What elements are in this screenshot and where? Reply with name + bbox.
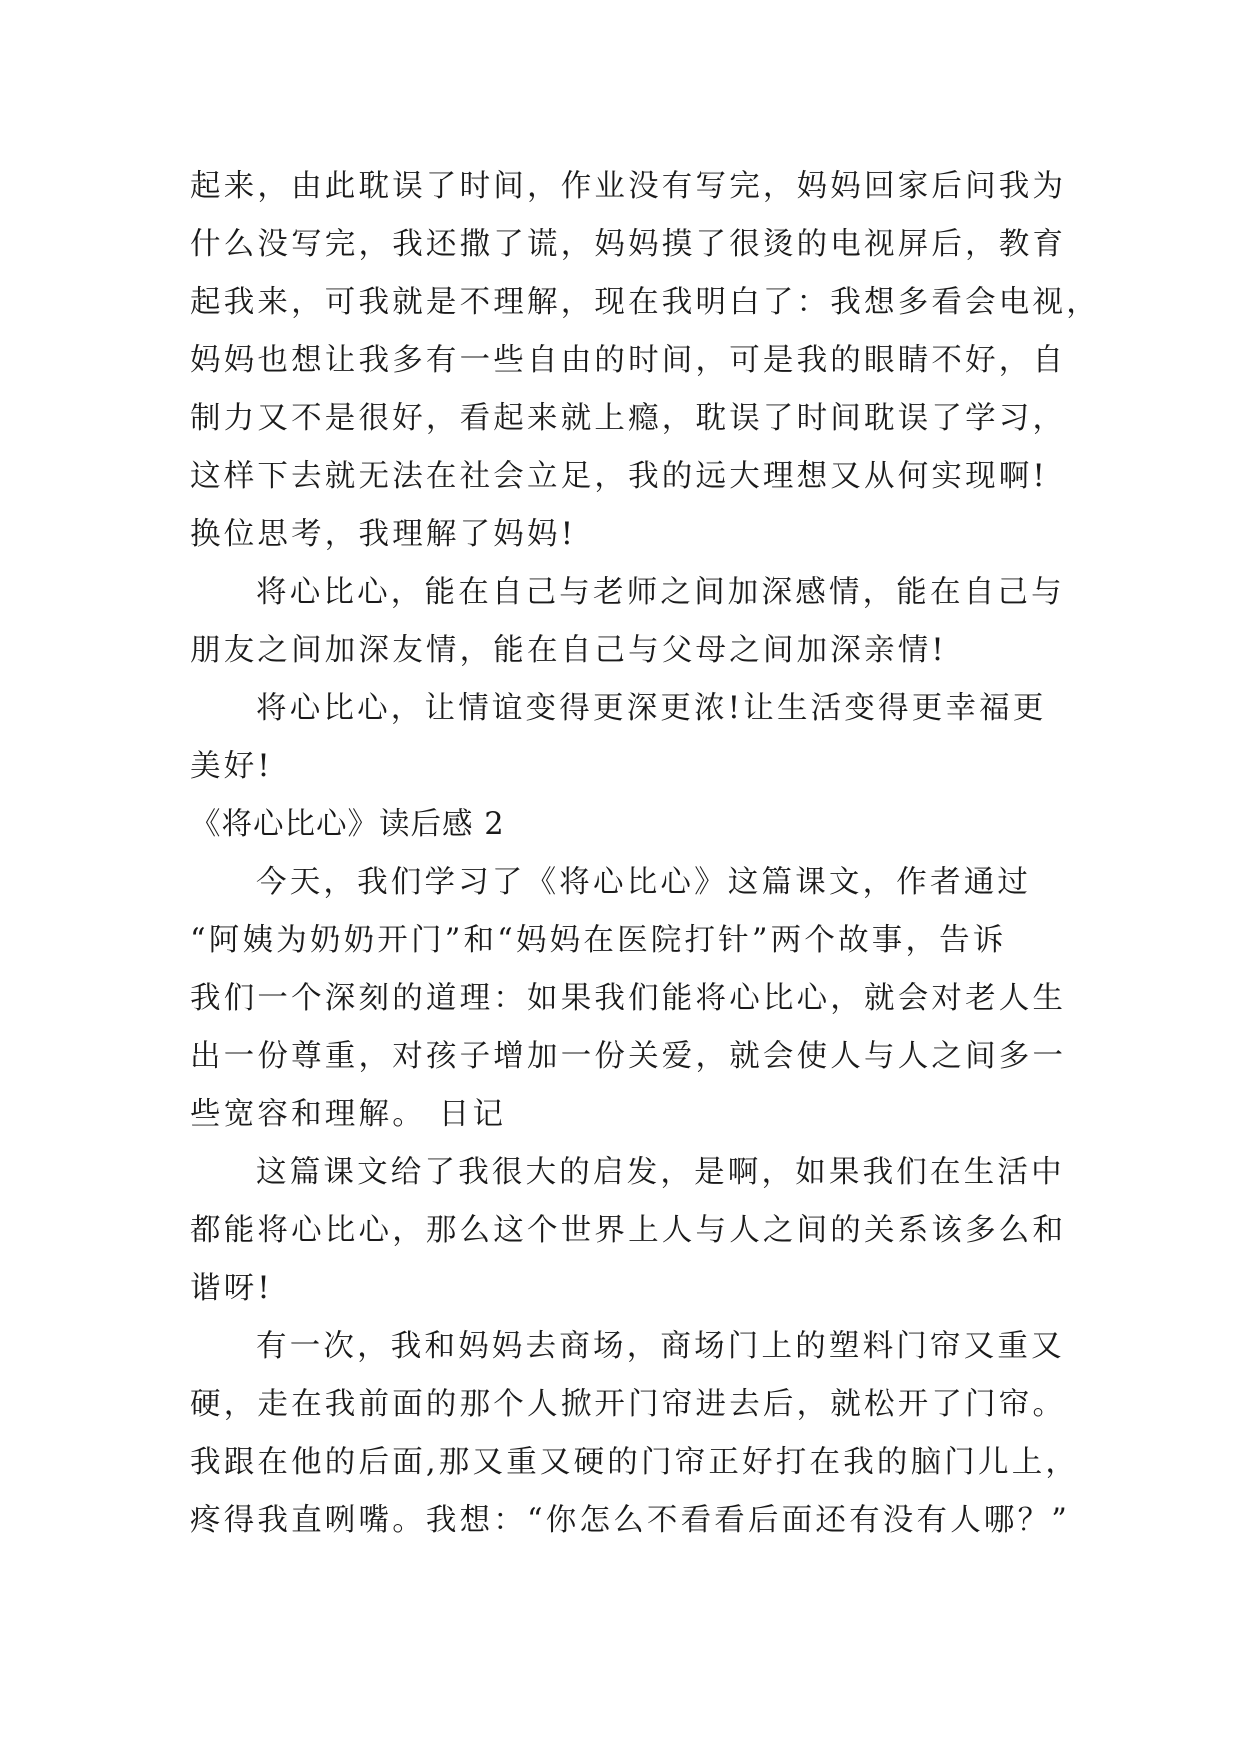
text-line: 起来，由此耽误了时间，作业没有写完，妈妈回家后问我为 [190, 169, 1067, 204]
section-title: 《将心比心》读后感 2 [190, 807, 505, 842]
paragraph-first-line: 今天，我们学习了《将心比心》这篇课文，作者通过 [256, 865, 1032, 900]
paragraph-first-line: 这篇课文给了我很大的启发，是啊，如果我们在生活中 [256, 1155, 1065, 1190]
paragraph-first-line: 有一次，我和妈妈去商场，商场门上的塑料门帘又重又 [256, 1329, 1065, 1364]
text-line: 出一份尊重，对孩子增加一份关爱，就会使人与人之间多一 [190, 1039, 1067, 1074]
text-line: 制力又不是很好，看起来就上瘾，耽误了时间耽误了学习， [190, 401, 1067, 436]
text-line: 这样下去就无法在社会立足，我的远大理想又从何实现啊! [190, 459, 1048, 494]
text-line: “阿姨为奶奶开门”和“妈妈在医院打针”两个故事，告诉 [190, 923, 1007, 958]
text-line: 我跟在他的后面,那又重又硬的门帘正好打在我的脑门儿上， [190, 1445, 1080, 1480]
paragraph-first-line: 将心比心，能在自己与老师之间加深感情，能在自己与 [256, 575, 1065, 610]
document-body [190, 158, 1100, 1550]
text-line: 些宽容和理解。 日记 [190, 1097, 507, 1132]
text-line: 都能将心比心，那么这个世界上人与人之间的关系该多么和 [190, 1213, 1067, 1248]
text-line: 什么没写完，我还撒了谎，妈妈摸了很烫的电视屏后，教育 [190, 227, 1067, 262]
text-line: 换位思考，我理解了妈妈! [190, 517, 577, 552]
text-line: 妈妈也想让我多有一些自由的时间，可是我的眼睛不好，自 [190, 343, 1067, 378]
text-line: 硬，走在我前面的那个人掀开门帘进去后，就松开了门帘。 [190, 1387, 1067, 1422]
text-line: 美好! [190, 749, 273, 784]
text-line: 疼得我直咧嘴。我想：“你怎么不看看后面还有没有人哪？” [190, 1503, 1071, 1538]
text-line: 起我来，可我就是不理解，现在我明白了：我想多看会电视， [190, 285, 1100, 320]
text-line: 我们一个深刻的道理：如果我们能将心比心，就会对老人生 [190, 981, 1067, 1016]
text-line: 谐呀! [190, 1271, 273, 1306]
paragraph-first-line: 将心比心，让情谊变得更深更浓!让生活变得更幸福更 [256, 691, 1047, 726]
text-line: 朋友之间加深友情，能在自己与父母之间加深亲情! [190, 633, 947, 668]
